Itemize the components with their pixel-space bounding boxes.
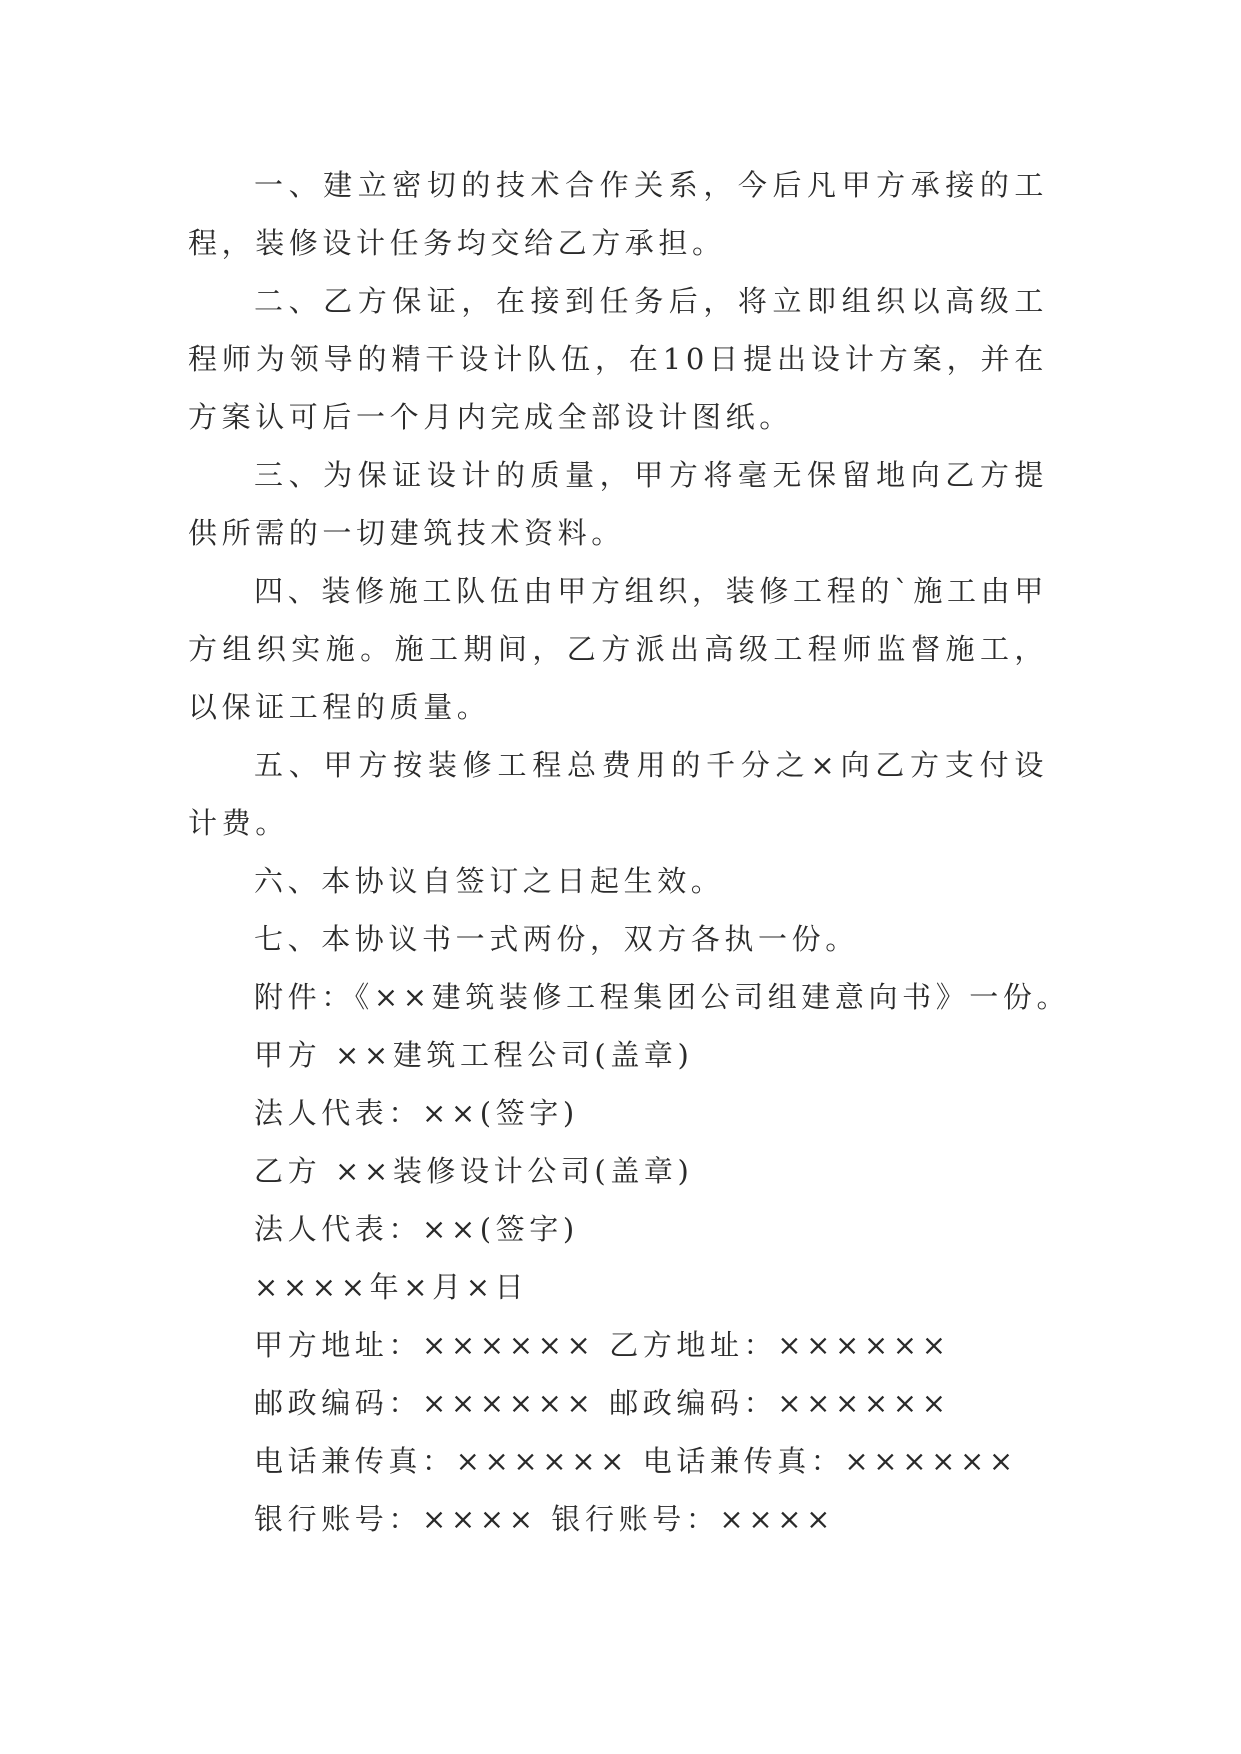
clause-2: 二、乙方保证，在接到任务后，将立即组织以高级工程师为领导的精干设计队伍，在10日提出设计方案，并在方案认可后一个月内完成全部设计图纸。 (188, 284, 1048, 434)
bank-account-line: 银行账号：×××× 银行账号：×××× (254, 1502, 836, 1536)
signing-date: ××××年×月×日 (254, 1270, 529, 1304)
clause-1: 一、建立密切的技术合作关系，今后凡甲方承接的工程，装修设计任务均交给乙方承担。 (188, 168, 1048, 260)
clause-6: 六、本协议自签订之日起生效。 (254, 864, 725, 898)
phone-fax-line: 电话兼传真：×××××× 电话兼传真：×××××× (254, 1444, 1018, 1478)
party-b-representative: 法人代表：××(签字) (254, 1212, 579, 1246)
clause-4: 四、装修施工队伍由甲方组织，装修工程的`施工由甲方组织实施。施工期间，乙方派出高级工程师监督施工，以保证工程的质量。 (188, 574, 1048, 724)
party-a-representative: 法人代表：××(签字) (254, 1096, 579, 1130)
clause-5: 五、甲方按装修工程总费用的千分之×向乙方支付设计费。 (188, 748, 1048, 840)
postcode-line: 邮政编码：×××××× 邮政编码：×××××× (254, 1386, 951, 1420)
agreement-body (188, 156, 1071, 1548)
party-a-line: 甲方 ××建筑工程公司(盖章) (254, 1038, 694, 1072)
clause-7: 七、本协议书一式两份，双方各执一份。 (254, 922, 859, 956)
address-line: 甲方地址：×××××× 乙方地址：×××××× (254, 1328, 951, 1362)
clause-3: 三、为保证设计的质量，甲方将毫无保留地向乙方提供所需的一切建筑技术资料。 (188, 458, 1048, 550)
attachment-line: 附件：《××建筑装修工程集团公司组建意向书》一份。 (254, 980, 1071, 1014)
party-b-line: 乙方 ××装修设计公司(盖章) (254, 1154, 694, 1188)
